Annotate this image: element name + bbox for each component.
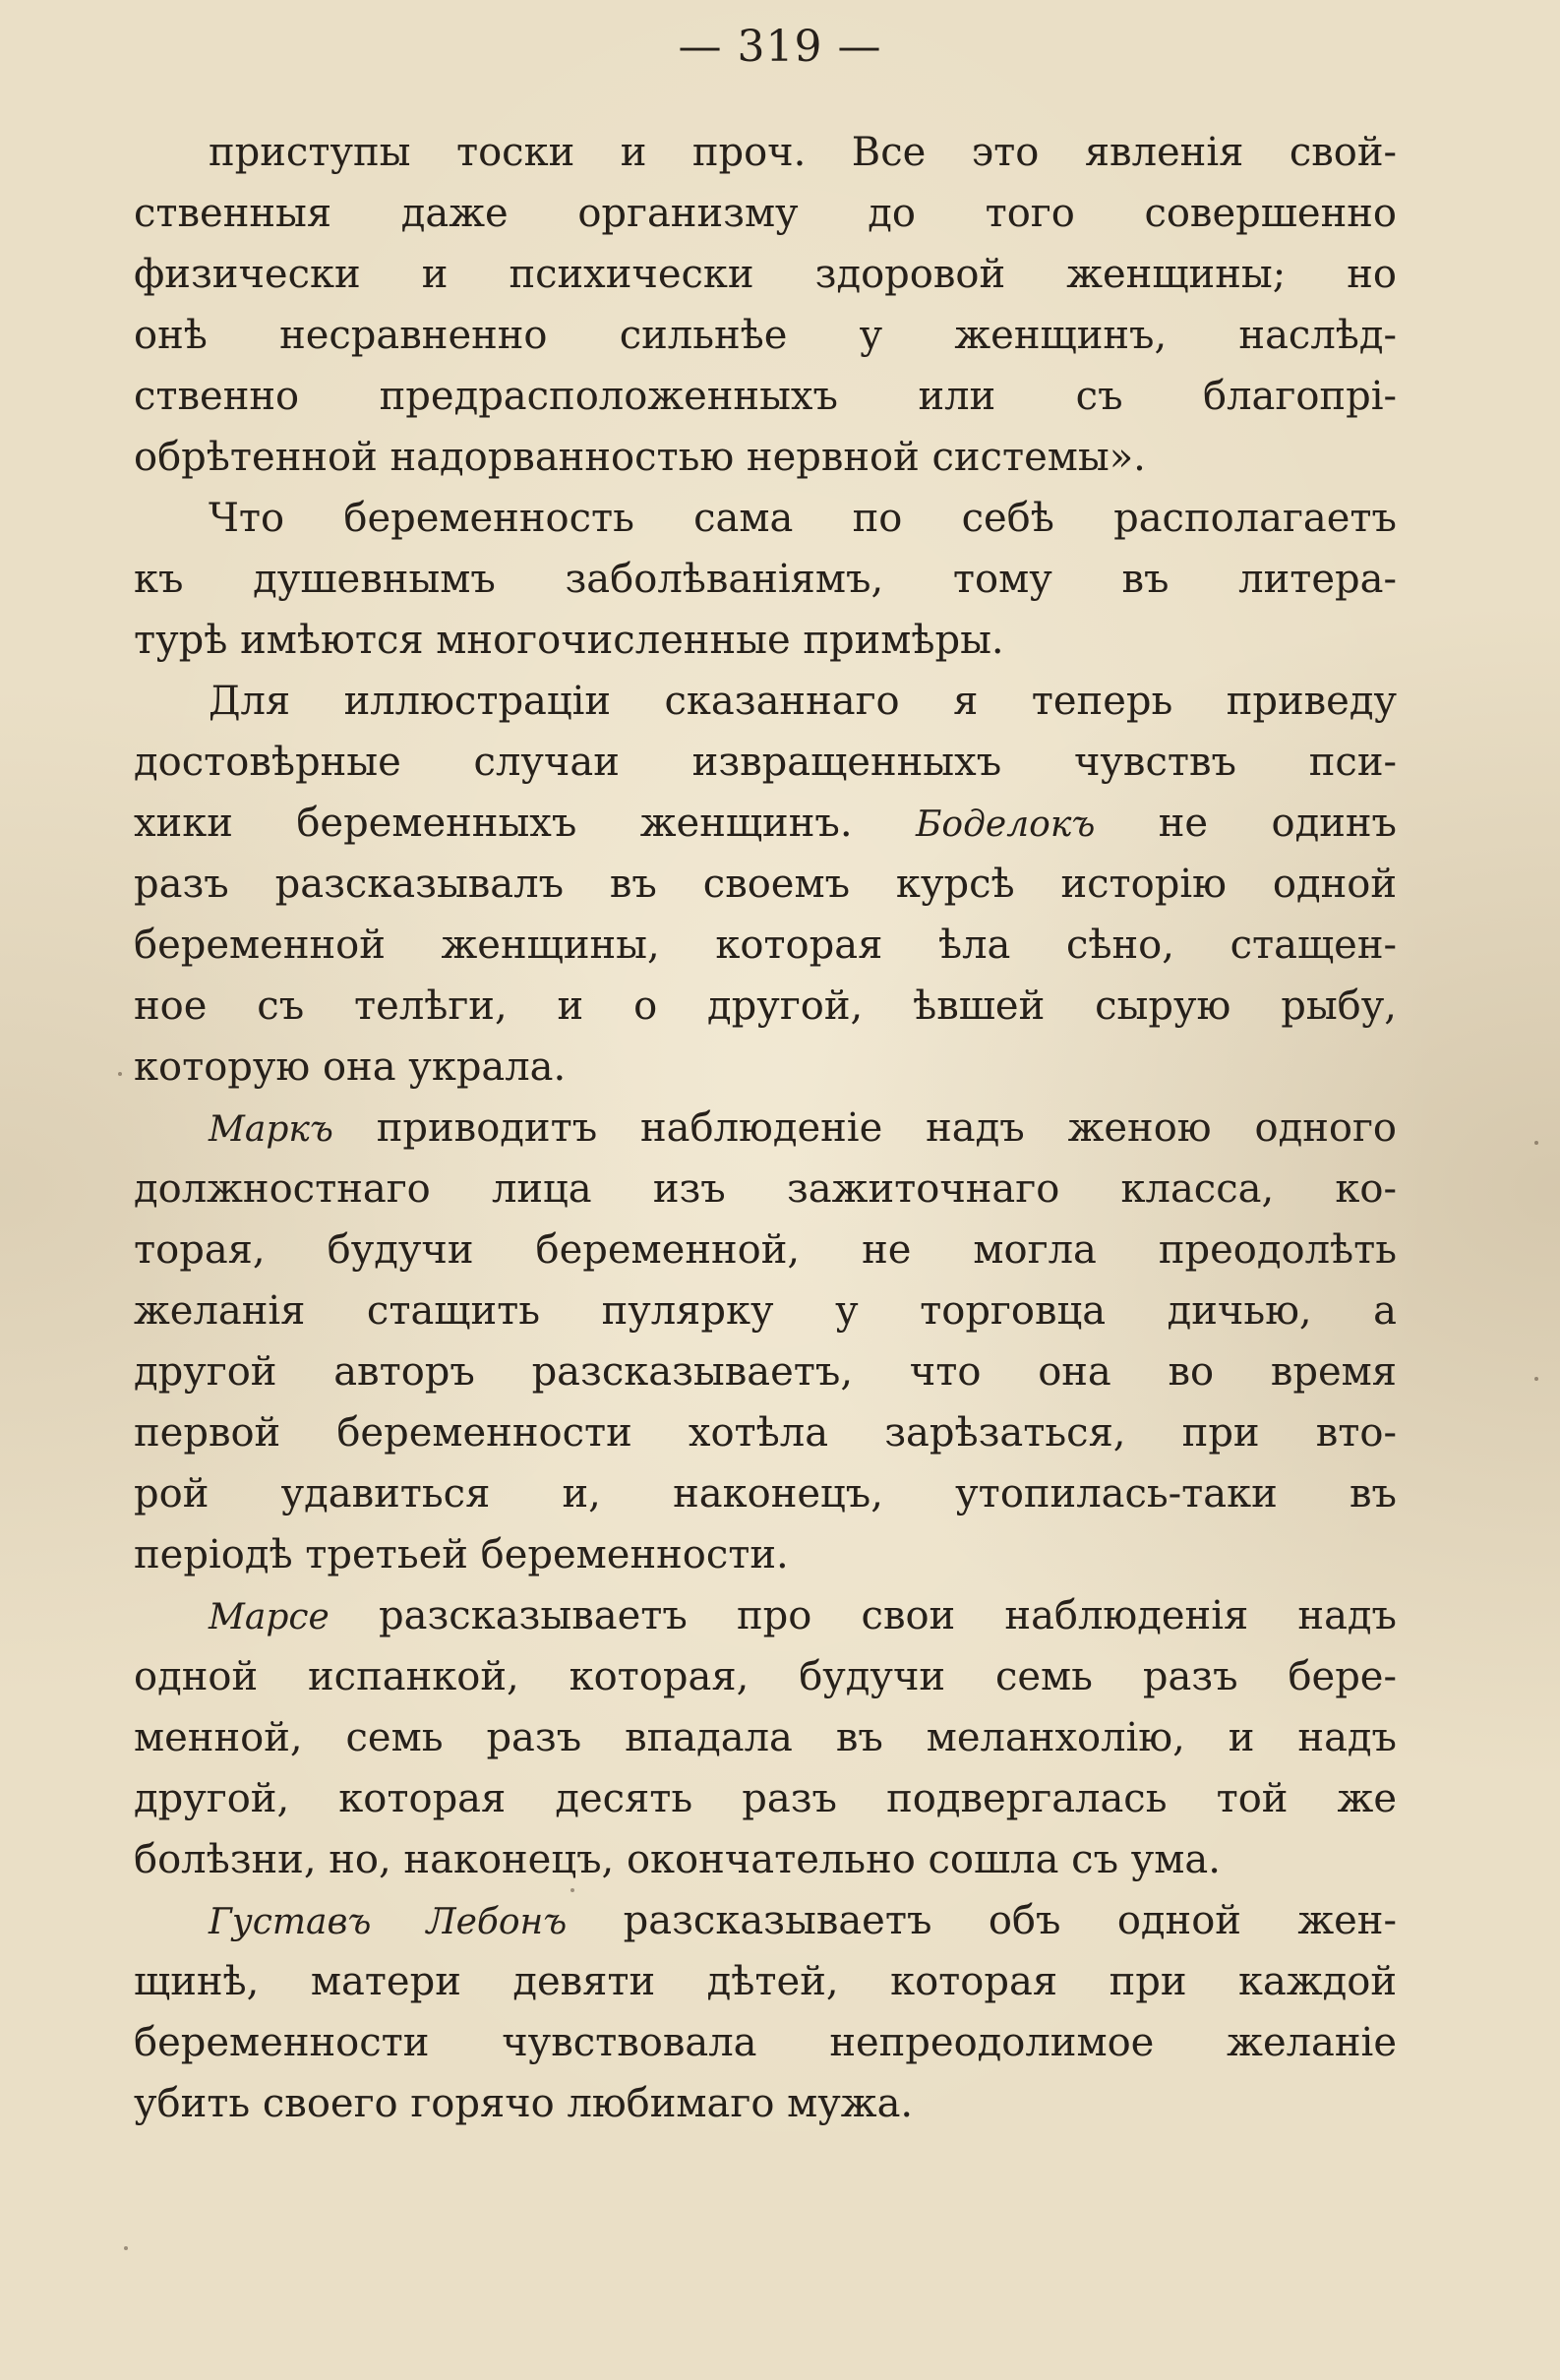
paragraph xyxy=(134,1098,1397,1585)
author-name: Боделокъ xyxy=(915,804,1096,845)
text-run: хики беременныхъ женщинъ. xyxy=(134,801,916,846)
paper-speck xyxy=(124,2246,128,2250)
text-line: менной, семь разъ впадала въ меланхолію, и надъ xyxy=(134,1715,1397,1760)
text-line: убить своего горячо любимаго мужа. xyxy=(134,2081,914,2126)
text-line: которую она украла. xyxy=(134,1044,567,1090)
text-line: рой удавиться и, наконецъ, утопилась-таки въ xyxy=(134,1471,1397,1517)
text-line: ственно предрасположенныхъ или съ благопрі- xyxy=(134,374,1397,419)
text-line: разъ разсказывалъ въ своемъ курсѣ исторію одной xyxy=(134,862,1397,907)
text-line: одной испанкой, которая, будучи семь разъ бере- xyxy=(134,1654,1397,1699)
text-line: ственныя даже организму до того совершенно xyxy=(134,191,1397,236)
text-line xyxy=(134,793,1397,854)
text-line xyxy=(134,1890,1397,1951)
author-name: Марсе xyxy=(209,1597,330,1637)
paragraph xyxy=(134,671,1397,1098)
text-line xyxy=(134,1585,1397,1646)
text-line: достовѣрные случаи извращенныхъ чувствъ пси- xyxy=(134,740,1397,785)
body-text xyxy=(134,122,1397,2134)
text-line xyxy=(134,1098,1397,1159)
text-run: разсказываетъ объ одной жен- xyxy=(567,1898,1397,1943)
page-number: — 319 — xyxy=(678,22,882,72)
text-line: другой авторъ разсказываетъ, что она во время xyxy=(134,1349,1397,1395)
text-line: желанія стащить пулярку у торговца дичью, а xyxy=(134,1288,1397,1334)
text-line: другой, которая десять разъ подвергалась той же xyxy=(134,1776,1397,1821)
text-line: къ душевнымъ заболѣваніямъ, тому въ литера- xyxy=(134,557,1397,602)
text-line: щинѣ, матери девяти дѣтей, которая при каждой xyxy=(134,1959,1397,2004)
text-line: должностнаго лица изъ зажиточнаго класса, ко- xyxy=(134,1166,1397,1212)
text-line: физически и психически здоровой женщины; но xyxy=(134,252,1397,297)
text-line: онѣ несравненно сильнѣе у женщинъ, наслѣд- xyxy=(134,313,1397,358)
text-line: обрѣтенной надорванностью нервной системы». xyxy=(134,435,1146,480)
paper-speck xyxy=(570,1888,574,1892)
paragraph xyxy=(134,1585,1397,1890)
paper-speck xyxy=(1534,1377,1538,1381)
text-line: беременной женщины, которая ѣла сѣно, стащен- xyxy=(134,922,1397,968)
text-line: первой беременности хотѣла зарѣзаться, при вто- xyxy=(134,1410,1397,1456)
text-line: турѣ имѣются многочисленные примѣры. xyxy=(134,618,1004,663)
author-name: Маркъ xyxy=(209,1109,333,1150)
paragraph xyxy=(134,122,1397,488)
paper-speck xyxy=(118,1072,122,1076)
paragraph xyxy=(134,488,1397,671)
paragraph xyxy=(134,1890,1397,2134)
author-name: Густавъ Лебонъ xyxy=(209,1902,568,1942)
text-run: разсказываетъ про свои наблюденія надъ xyxy=(329,1593,1397,1638)
text-line: періодѣ третьей беременности. xyxy=(134,1532,789,1577)
text-line: Что беременность сама по себѣ располагаетъ xyxy=(209,496,1397,541)
text-run: приводитъ наблюденіе надъ женою одного xyxy=(332,1105,1397,1151)
text-line: болѣзни, но, наконецъ, окончательно сошла съ ума. xyxy=(134,1837,1221,1882)
text-line: Для иллюстраціи сказаннаго я теперь приведу xyxy=(209,679,1397,724)
text-line: ное съ телѣги, и о другой, ѣвшей сырую рыбу, xyxy=(134,983,1397,1029)
text-line: беременности чувствовала непреодолимое желаніе xyxy=(134,2020,1397,2065)
text-line: торая, будучи беременной, не могла преодолѣть xyxy=(134,1227,1397,1273)
paper-speck xyxy=(1534,1141,1538,1145)
text-line: приступы тоски и проч. Все это явленія свой- xyxy=(209,130,1397,175)
text-run: не одинъ xyxy=(1095,801,1397,846)
